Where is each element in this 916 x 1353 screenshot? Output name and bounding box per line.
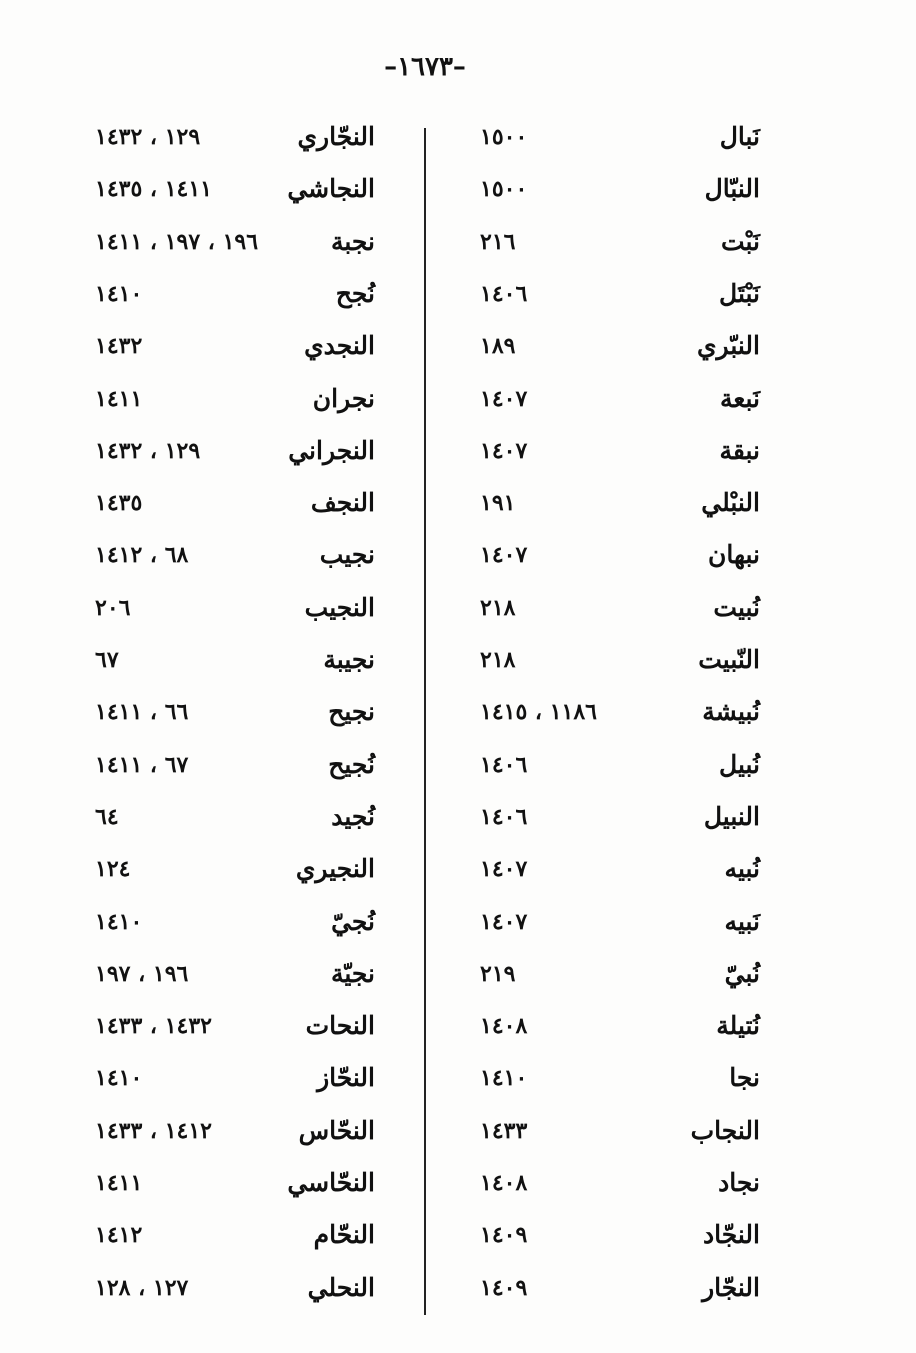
index-entry <box>85 488 385 534</box>
index-entry <box>470 959 770 1005</box>
entry-name: النحّاسي <box>287 1168 375 1197</box>
entry-pages: ١٤٣٥ <box>95 490 143 517</box>
index-entry <box>470 1273 770 1319</box>
entry-pages: ٦٤ <box>95 803 119 830</box>
entry-pages: ١٤٣٣ <box>480 1117 528 1144</box>
index-entry <box>85 384 385 430</box>
page-number: –١٦٧٣– <box>384 52 466 82</box>
entry-name: النجّار <box>702 1272 760 1302</box>
index-entry <box>470 227 770 273</box>
index-entry <box>85 122 385 168</box>
index-entry <box>85 750 385 796</box>
entry-pages: ١٤٠٧ <box>480 856 528 883</box>
entry-pages: ١٥٠٠ <box>480 124 528 150</box>
entry-name: نُجح <box>335 278 375 308</box>
entry-name: نَبْتَل <box>719 278 760 308</box>
entry-pages: ١٤١٠ <box>95 1065 143 1092</box>
entry-pages: ١٤٣٢ <box>95 333 143 360</box>
entry-name: النبّري <box>696 331 760 361</box>
entry-name: النجاشي <box>287 174 375 204</box>
entry-pages: ٢١٨ <box>480 594 516 621</box>
index-entry <box>85 854 385 900</box>
entry-pages: ١٤١١ <box>95 1170 143 1196</box>
entry-pages: ١٢٤ <box>95 856 131 883</box>
index-entry <box>85 645 385 691</box>
index-entry <box>470 540 770 586</box>
entry-name: النجيري <box>295 854 375 884</box>
index-entry <box>470 1116 770 1162</box>
entry-name: نَبيه <box>724 906 760 936</box>
index-entry <box>470 750 770 796</box>
index-column-left <box>85 122 385 1322</box>
entry-pages: ١٤١٠ <box>95 908 143 935</box>
index-entry <box>470 802 770 848</box>
entry-pages: ٢١٨ <box>480 647 516 673</box>
entry-name: نبقة <box>719 435 760 465</box>
index-entry <box>85 279 385 325</box>
entry-name: نَبْت <box>720 226 760 256</box>
entry-pages: ١٤١٠ <box>480 1065 528 1092</box>
entry-pages: ١٤٠٧ <box>480 437 528 464</box>
index-entry <box>470 1168 770 1214</box>
entry-name: نجيبة <box>323 645 375 674</box>
entry-pages: ١٩٦ ، ١٩٧ ، ١٤١١ <box>95 228 259 255</box>
index-entry <box>85 1116 385 1162</box>
entry-name: نجران <box>312 383 375 413</box>
entry-pages: ٦٧ ، ١٤١١ <box>95 751 189 778</box>
entry-pages: ١٤٠٩ <box>480 1274 528 1301</box>
index-entry <box>85 1011 385 1057</box>
entry-name: نُجيّ <box>331 906 375 936</box>
entry-pages: ٢١٩ <box>480 960 516 987</box>
entry-name: نجيّة <box>330 958 375 988</box>
index-entry <box>470 279 770 325</box>
entry-pages: ١٩٦ ، ١٩٧ <box>95 960 189 987</box>
entry-pages: ١٤٣٢ ، ١٤٣٣ <box>95 1013 212 1040</box>
entry-name: النجّاري <box>297 122 375 151</box>
index-entry <box>85 1168 385 1214</box>
index-entry <box>470 331 770 377</box>
entry-pages: ١٤٠٧ <box>480 908 528 935</box>
entry-pages: ١٤١١ <box>95 385 143 412</box>
entry-name: نُجيح <box>328 749 375 779</box>
entry-name: النّبيت <box>698 645 760 674</box>
index-entry <box>85 1220 385 1266</box>
entry-pages: ١٩١ <box>480 490 516 517</box>
entry-pages: ٦٨ ، ١٤١٢ <box>95 542 189 569</box>
entry-name: النحلي <box>307 1272 375 1302</box>
entry-name: نُبيّ <box>724 958 760 988</box>
entry-name: نُبيت <box>713 592 760 622</box>
index-entry <box>85 907 385 953</box>
entry-name: النجف <box>310 488 375 518</box>
entry-pages: ١٤٠٩ <box>480 1222 528 1249</box>
index-entry <box>85 959 385 1005</box>
index-entry <box>470 1063 770 1109</box>
index-entry <box>85 331 385 377</box>
entry-name: النبْلي <box>701 488 760 518</box>
index-entry <box>85 436 385 482</box>
entry-name: نجيح <box>328 697 375 727</box>
entry-name: نُتيلة <box>716 1011 760 1041</box>
entry-name: نُجيد <box>331 801 375 831</box>
entry-pages: ٢٠٦ <box>95 594 131 621</box>
entry-pages: ١٤١٢ ، ١٤٣٣ <box>95 1117 212 1144</box>
entry-name: نبهان <box>707 540 760 570</box>
entry-pages: ٢١٦ <box>480 228 516 255</box>
entry-name: النجّاد <box>703 1220 760 1250</box>
entry-pages: ٦٧ <box>95 647 119 673</box>
entry-name: النجدي <box>304 331 375 361</box>
index-entry <box>470 1011 770 1057</box>
entry-pages: ١٨٩ <box>480 333 516 360</box>
index-entry <box>85 1063 385 1109</box>
index-entry <box>470 697 770 743</box>
index-column-right <box>470 122 770 1322</box>
entry-pages: ١٢٩ ، ١٤٣٢ <box>95 437 201 464</box>
entry-pages: ١٤٠٨ <box>480 1170 528 1196</box>
index-entry <box>470 436 770 482</box>
entry-name: النحّاس <box>298 1115 375 1145</box>
entry-name: النحّاز <box>317 1063 375 1093</box>
index-entry <box>470 645 770 691</box>
index-entry <box>470 593 770 639</box>
entry-pages: ١٤١٠ <box>95 280 143 307</box>
entry-name: النجيب <box>304 592 375 622</box>
entry-name: النحات <box>305 1011 375 1041</box>
index-entry <box>85 227 385 273</box>
entry-name: نَبعة <box>720 383 760 413</box>
entry-pages: ١٤٠٧ <box>480 385 528 412</box>
entry-pages: ١٤٠٦ <box>480 803 528 830</box>
entry-pages: ١٤٠٨ <box>480 1013 528 1040</box>
entry-pages: ١٤٠٦ <box>480 280 528 307</box>
entry-pages: ١٥٠٠ <box>480 176 528 203</box>
entry-name: النبيل <box>703 801 760 831</box>
index-entry <box>85 802 385 848</box>
entry-pages: ١٢٩ ، ١٤٣٢ <box>95 124 201 150</box>
entry-name: النجاب <box>690 1115 760 1145</box>
entry-name: نُبيل <box>719 749 760 779</box>
entry-name: نجا <box>729 1063 760 1093</box>
entry-name: نُبيه <box>724 854 760 884</box>
entry-pages: ٦٦ ، ١٤١١ <box>95 699 189 726</box>
index-entry <box>85 174 385 220</box>
entry-name: نُبيشة <box>702 697 760 727</box>
entry-pages: ١٤٠٦ <box>480 751 528 778</box>
index-entry <box>470 174 770 220</box>
index-entry <box>85 540 385 586</box>
entry-pages: ١١٨٦ ، ١٤١٥ <box>480 699 597 726</box>
column-divider <box>424 128 426 1315</box>
entry-name: نجبة <box>330 226 375 256</box>
index-entry <box>85 697 385 743</box>
index-entry <box>470 384 770 430</box>
entry-name: النحّام <box>313 1220 375 1250</box>
entry-name: النجراني <box>288 435 375 465</box>
index-entry <box>470 1220 770 1266</box>
index-entry <box>470 907 770 953</box>
index-entry <box>470 854 770 900</box>
entry-name: نَبال <box>719 122 760 151</box>
entry-pages: ١٢٧ ، ١٢٨ <box>95 1274 189 1301</box>
entry-pages: ١٤١٢ <box>95 1222 143 1249</box>
entry-pages: ١٤١١ ، ١٤٣٥ <box>95 176 212 203</box>
index-entry <box>85 1273 385 1319</box>
index-entry <box>470 122 770 168</box>
index-entry <box>470 488 770 534</box>
entry-name: النبّال <box>704 174 760 204</box>
entry-name: نجيب <box>319 540 375 570</box>
entry-name: نجاد <box>718 1168 760 1197</box>
entry-pages: ١٤٠٧ <box>480 542 528 569</box>
index-entry <box>85 593 385 639</box>
